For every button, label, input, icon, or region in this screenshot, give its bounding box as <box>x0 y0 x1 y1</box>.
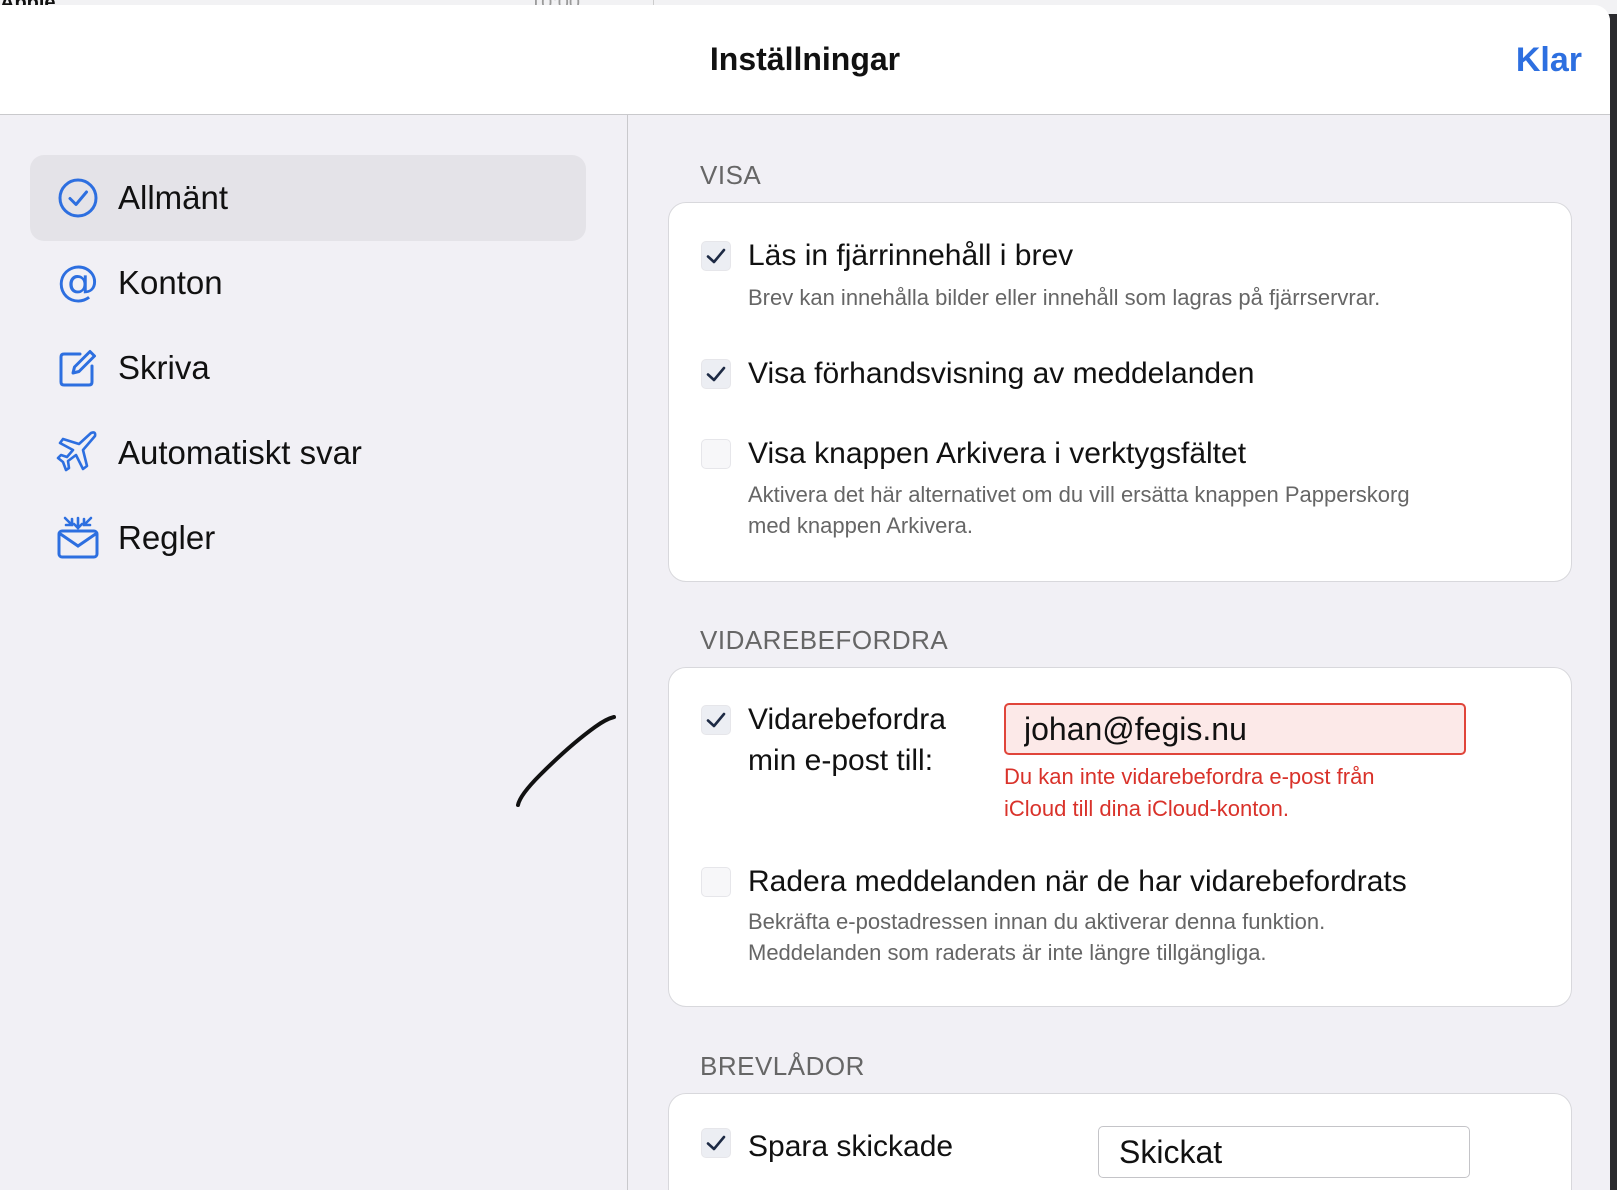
airplane-icon <box>54 429 102 477</box>
sidebar-item-rules[interactable] <box>30 495 586 581</box>
svg-text:@: @ <box>57 260 99 305</box>
delete-forwarded-label: Radera meddelanden när de har vidarebefordrats <box>748 865 1407 898</box>
sidebar-item-label: Regler <box>118 519 216 556</box>
sent-folder-select[interactable] <box>1098 1126 1470 1178</box>
forward-error-line2: iCloud till dina iCloud-konton. <box>1004 796 1289 821</box>
settings-sheet <box>0 5 1610 1190</box>
preview-checkbox[interactable] <box>701 359 731 389</box>
sidebar-item-auto-reply[interactable] <box>30 410 586 496</box>
pen-stroke-annotation <box>510 705 630 815</box>
settings-sidebar <box>0 115 628 1190</box>
setting-row-forward <box>701 703 1541 843</box>
forward-error-line1: Du kan inte vidarebefordra e-post från <box>1004 764 1375 789</box>
sidebar-item-general[interactable] <box>30 155 586 241</box>
archive-button-checkbox[interactable] <box>701 439 731 469</box>
save-sent-label: Spara skickade <box>748 1130 954 1163</box>
forward-card <box>668 667 1572 1007</box>
sidebar-item-label: Skriva <box>118 349 210 386</box>
delete-forwarded-checkbox[interactable] <box>701 867 731 897</box>
sidebar-item-label: Konton <box>118 264 223 301</box>
settings-header <box>0 5 1610 115</box>
remote-content-description: Brev kan innehålla bilder eller innehåll som lagras på fjärrservrar. <box>748 285 1381 310</box>
remote-content-checkbox[interactable] <box>701 241 731 271</box>
forward-label-line1: Vidarebefordra <box>748 703 946 736</box>
settings-content <box>628 115 1610 1190</box>
forward-error-message <box>1004 761 1474 825</box>
sidebar-item-label: Allmänt <box>118 179 229 216</box>
checkmark-circle-icon <box>54 174 102 222</box>
sidebar-item-compose[interactable] <box>30 325 586 411</box>
delete-forwarded-description-line2: Meddelanden som raderats är inte längre tillgängliga. <box>748 940 1267 965</box>
section-title-forward: VIDAREBEFORDRA <box>700 625 949 655</box>
at-sign-icon <box>54 259 102 307</box>
page-title: Inställningar <box>709 41 901 77</box>
envelope-rules-icon <box>54 514 102 562</box>
done-button[interactable]: Klar <box>1515 41 1582 79</box>
forward-email-input[interactable] <box>1004 703 1466 755</box>
visa-card <box>668 202 1572 582</box>
sidebar-item-accounts[interactable] <box>30 240 586 326</box>
forward-label-line2: min e-post till: <box>748 744 934 777</box>
archive-button-description-line1: Aktivera det här alternativet om du vill ersätta knappen Papperskorg <box>748 482 1410 507</box>
archive-button-description-line2: med knappen Arkivera. <box>748 513 974 538</box>
section-title-visa: VISA <box>700 160 762 190</box>
mailboxes-card <box>668 1093 1572 1190</box>
archive-button-label: Visa knappen Arkivera i verktygsfältet <box>748 437 1247 470</box>
save-sent-checkbox[interactable] <box>701 1128 731 1158</box>
remote-content-label: Läs in fjärrinnehåll i brev <box>748 239 1074 272</box>
compose-icon <box>54 344 102 392</box>
sidebar-item-label: Automatiskt svar <box>118 434 362 471</box>
preview-label: Visa förhandsvisning av meddelanden <box>748 357 1255 390</box>
delete-forwarded-description-line1: Bekräfta e-postadressen innan du aktiverar denna funktion. <box>748 909 1326 934</box>
section-title-mailboxes: BREVLÅDOR <box>700 1051 865 1081</box>
forward-checkbox[interactable] <box>701 705 731 735</box>
